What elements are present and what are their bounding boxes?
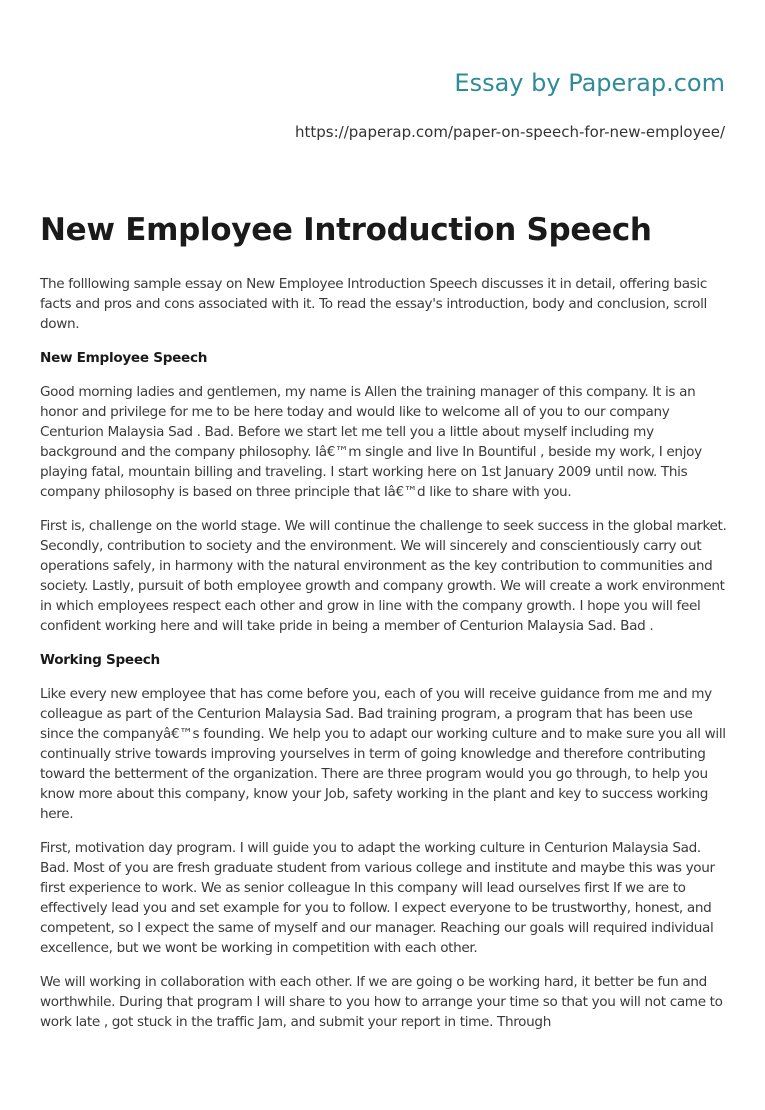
paragraph: Good morning ladies and gentlemen, my name is Allen the training manager of this company. It is an honor and privilege for me to be here today and would like to welcome all of you to our company Centurion Malaysia Sad . Bad. Before we start let me tell you a little about myself including my background and the company philosophy. Iâ€™m single and live In Bountiful , beside my work, I enjoy playing fatal, mountain billing and traveling. I start working here on 1st January 2009 until now. This company philosophy is based on three principle that Iâ€™d like to share with you. [40, 384, 702, 500]
section-heading-working-speech: Working Speech [40, 652, 160, 668]
site-header [295, 68, 725, 142]
paragraph: We will working in collaboration with each other. If we are going o be working hard, it better be fun and worthwhile. During that program I will share to you how to arrange your time so that you will not came to work late , got stuck in the traffic Jam, and submit your report in time. Through [40, 974, 723, 1030]
paragraph: First is, challenge on the world stage. We will continue the challenge to seek success in the global market. Secondly, contribution to society and the environment. We will sincerely and conscientiously carry out operations safely, in harmony with the natural environment as the key contribution to communities and society. Lastly, pursuit of both employee growth and company growth. We will create a work environment in which employees respect each other and grow in line with the company growth. I hope you will feel confident working here and will take pride in being a member of Centurion Malaysia Sad. Bad . [40, 518, 727, 634]
intro-paragraph: The folllowing sample essay on New Employee Introduction Speech discusses it in detail, offering basic facts and pros and cons associated with it. To read the essay's introduction, body and conclusion, scroll down. [40, 276, 707, 332]
paragraph: Like every new employee that has come before you, each of you will receive guidance from me and my colleague as part of the Centurion Malaysia Sad. Bad training program, a program that has been use since the companyâ€™s founding. We help you to adapt our working culture and to make sure you all will continually strive towards improving yourselves in term of going knowledge and therefore contributing toward the betterment of the organization. There are three program would you go through, to help you know more about this company, know your Job, safety working in the plant and key to success working here. [40, 686, 726, 822]
source-url-link[interactable]: https://paperap.com/paper-on-speech-for-new-employee/ [295, 123, 725, 141]
brand-link[interactable]: Essay by Paperap.com [454, 69, 725, 97]
page-title: New Employee Introduction Speech [40, 212, 652, 248]
paragraph: First, motivation day program. I will guide you to adapt the working culture in Centurion Malaysia Sad. Bad. Most of you are fresh graduate student from various college and institute and maybe this was your first experience to work. We as senior colleague In this company will lead ourselves first If we are to effectively lead you and set example for you to follow. I expect everyone to be trustworthy, honest, and competent, so I expect the same of myself and our manager. Reaching our goals will required individual excellence, but we wont be working in competition with each other. [40, 840, 715, 956]
section-heading-new-employee-speech: New Employee Speech [40, 350, 208, 366]
article [40, 210, 730, 1046]
